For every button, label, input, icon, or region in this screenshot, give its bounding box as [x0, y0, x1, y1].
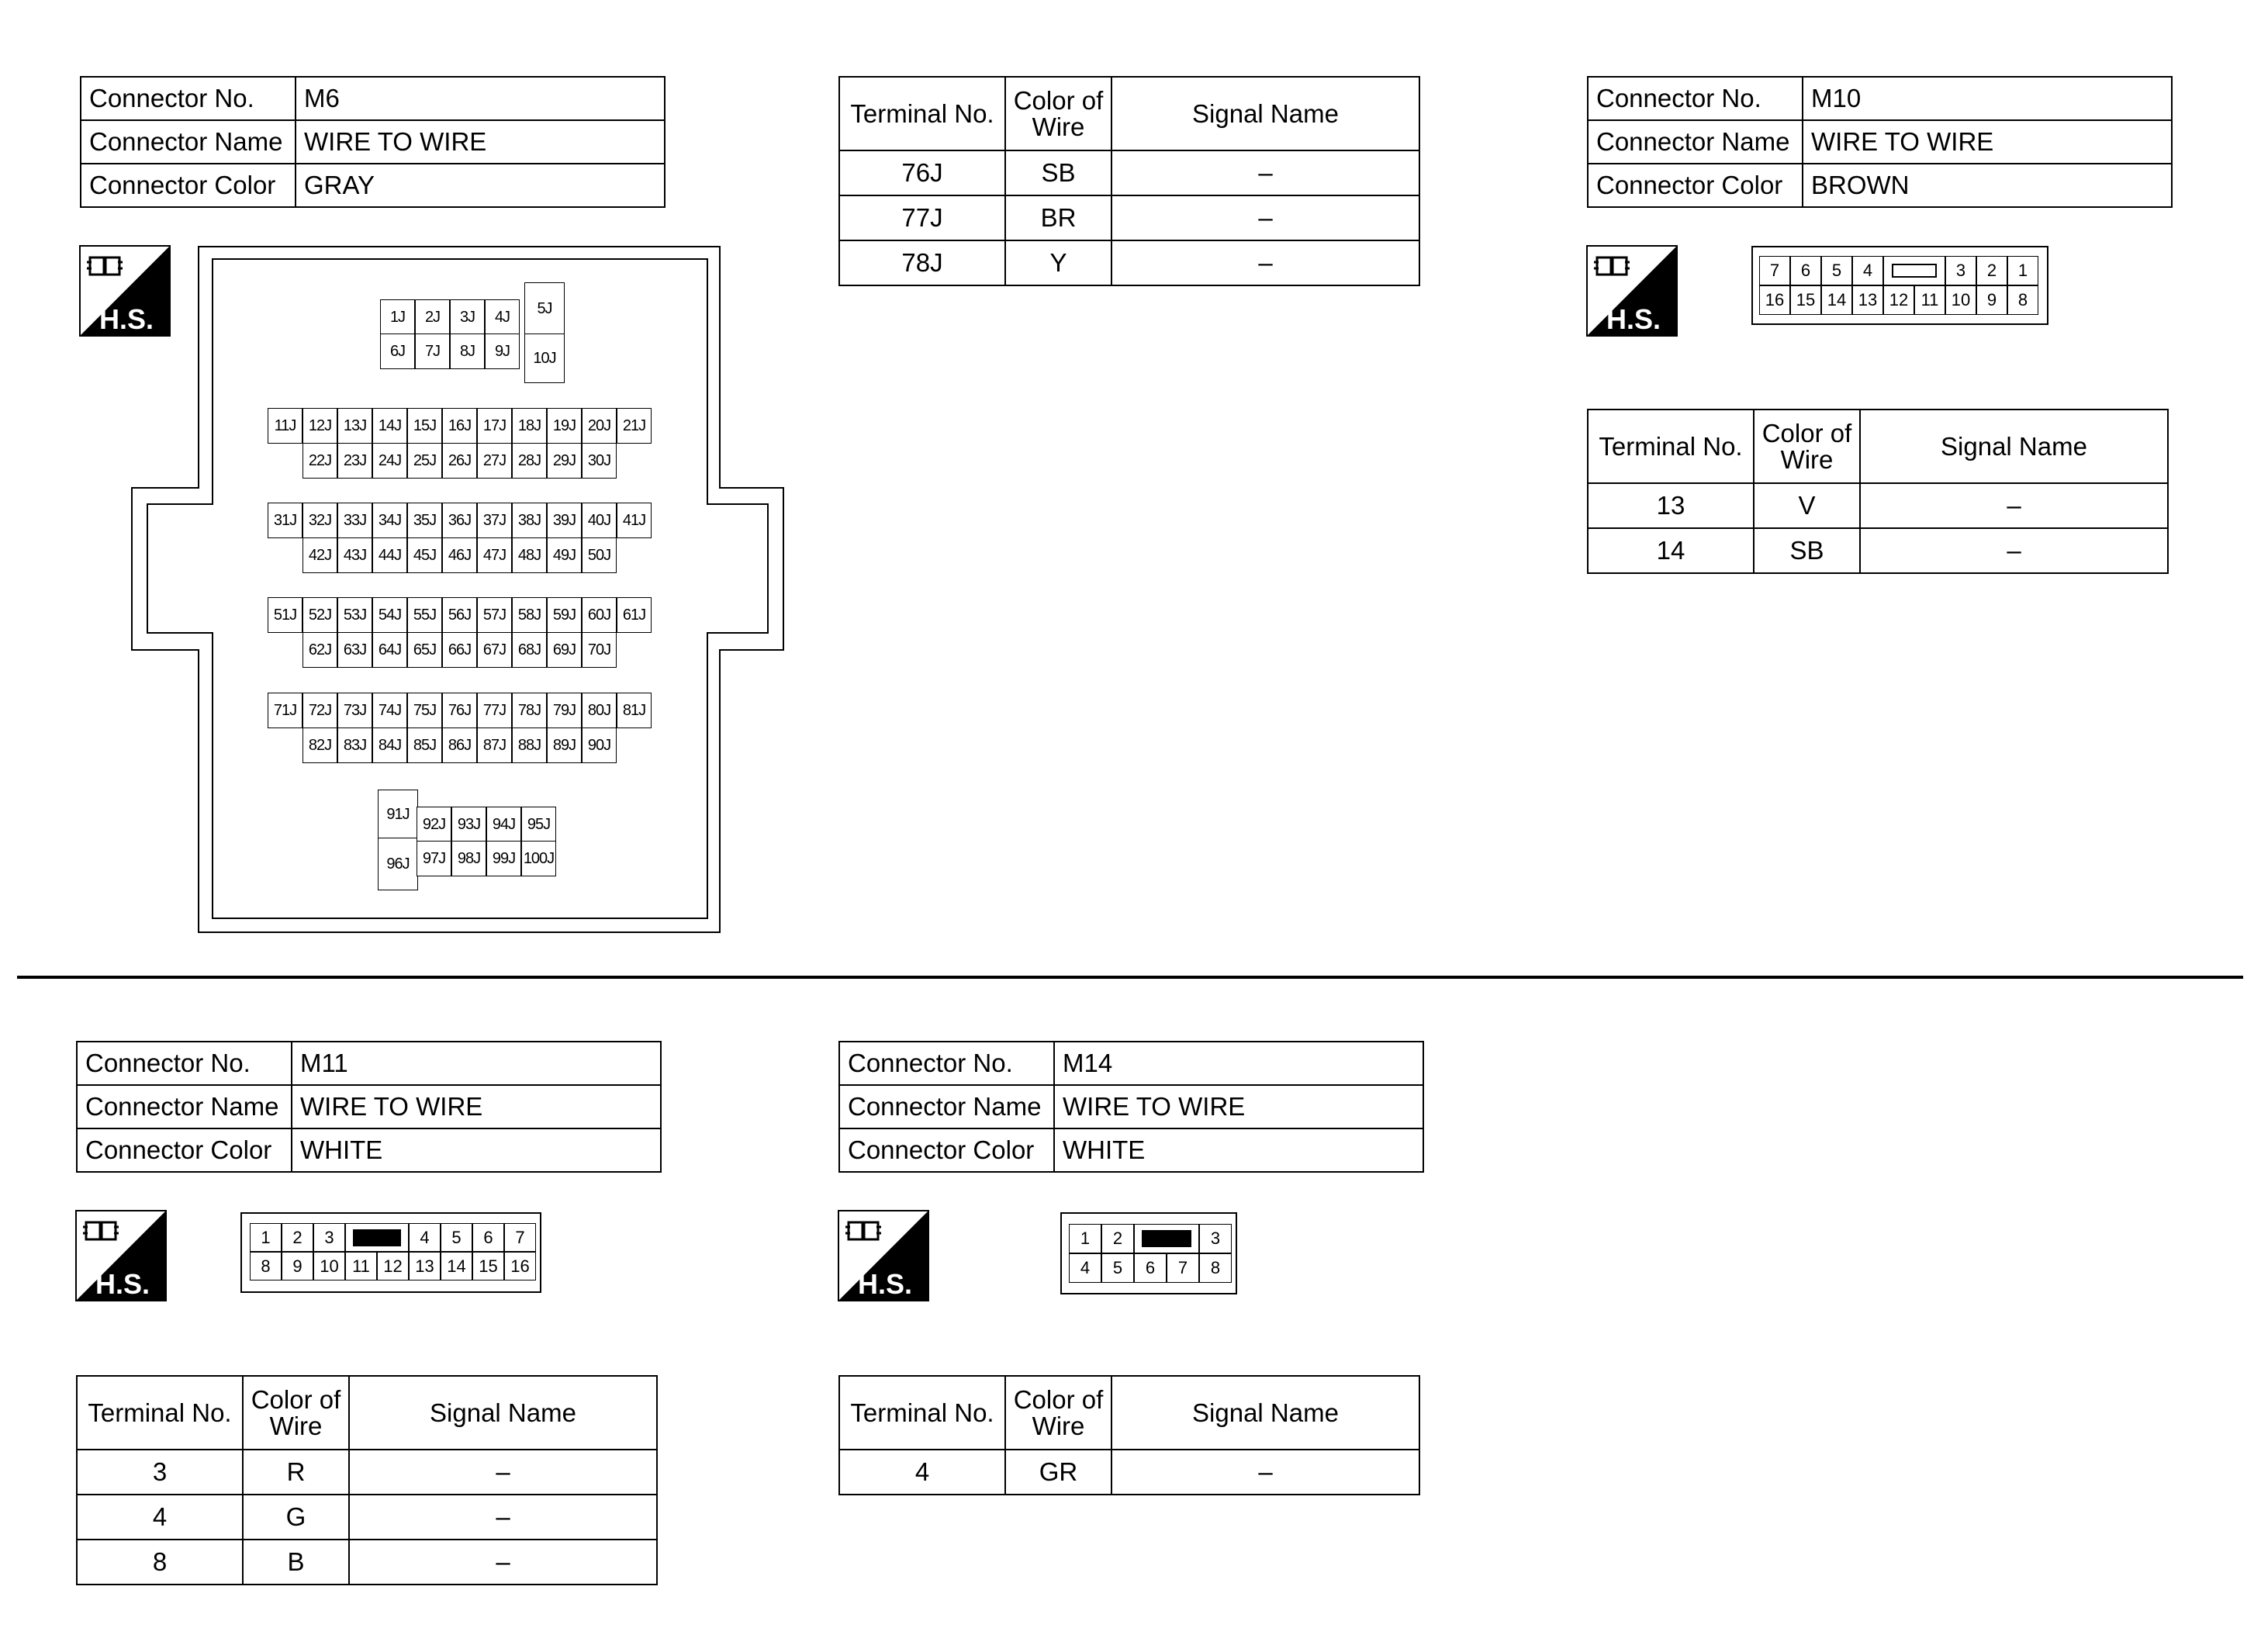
- terminal-pin: 86J: [442, 728, 477, 763]
- terminal-pin: 27J: [477, 443, 512, 479]
- terminal-pin: 94J: [486, 807, 521, 842]
- terminal-pin: 99J: [486, 841, 521, 876]
- color-of-wire-line2: Wire: [1032, 112, 1085, 141]
- terminal-pin: 75J: [407, 693, 442, 728]
- signal-name-header: Signal Name: [1111, 77, 1419, 150]
- terminal-pin: 19J: [547, 408, 582, 444]
- m14-connector-info: [838, 1041, 1424, 1173]
- wire-color-cell: SB: [1005, 150, 1111, 195]
- terminal-pin: 55J: [407, 597, 442, 633]
- terminal-no-header: Terminal No.: [839, 77, 1005, 150]
- m11-connector-info: [76, 1041, 662, 1173]
- terminal-pin: 2J: [415, 299, 450, 335]
- terminal-pin: 76J: [442, 693, 477, 728]
- terminal-pin: 52J: [303, 597, 337, 633]
- terminal-pin: 92J: [417, 807, 451, 842]
- terminal-pin: 3: [313, 1223, 345, 1252]
- terminal-pin: 6J: [380, 334, 415, 369]
- terminal-pin: 83J: [337, 728, 372, 763]
- terminal-pin: 3J: [450, 299, 485, 335]
- terminal-pin: 49J: [547, 537, 582, 573]
- signal-name-header: Signal Name: [1860, 410, 2168, 483]
- terminal-pin: 57J: [477, 597, 512, 633]
- terminal-pin: 7: [1759, 256, 1790, 285]
- terminal-pin: 5: [441, 1223, 472, 1252]
- terminal-pin: 37J: [477, 503, 512, 538]
- terminal-pin: 8: [250, 1252, 282, 1280]
- terminal-pin: 28J: [512, 443, 547, 479]
- key-slot: [345, 1223, 409, 1252]
- table-row: [77, 1540, 657, 1585]
- terminal-pin: 14J: [372, 408, 407, 444]
- color-of-wire-line2: Wire: [269, 1411, 323, 1440]
- terminal-pin: 32J: [303, 503, 337, 538]
- terminal-pin: 4J: [485, 299, 520, 335]
- key-slot: [1134, 1224, 1199, 1253]
- terminal-pin: 81J: [617, 693, 652, 728]
- terminal-pin: 84J: [372, 728, 407, 763]
- connector-name-value: WIRE TO WIRE: [1054, 1085, 1423, 1128]
- table-row: [839, 240, 1419, 285]
- terminal-pin: 36J: [442, 503, 477, 538]
- connector-name-label: Connector Name: [1588, 120, 1803, 164]
- terminal-pin: 100J: [521, 841, 556, 876]
- terminal-pin: 3: [1199, 1224, 1232, 1253]
- terminal-pin: 15: [1790, 285, 1821, 315]
- hs-label: H.S.: [95, 1268, 150, 1300]
- connector-no-label: Connector No.: [81, 77, 296, 120]
- m11-terminal-table: [76, 1375, 658, 1585]
- terminal-pin: 72J: [303, 693, 337, 728]
- terminal-no-cell: 3: [77, 1450, 243, 1495]
- terminal-pin: 2: [1976, 256, 2007, 285]
- terminal-pin: 1J: [380, 299, 415, 335]
- terminal-pin: 6: [1790, 256, 1821, 285]
- terminal-pin: 67J: [477, 632, 512, 668]
- connector-no-value: M14: [1054, 1042, 1423, 1085]
- terminal-pin: 95J: [521, 807, 556, 842]
- terminal-pin: 12: [377, 1252, 409, 1280]
- connector-name-label: Connector Name: [81, 120, 296, 164]
- wire-color-cell: B: [243, 1540, 349, 1585]
- section-divider: [17, 976, 2243, 979]
- terminal-pin: 62J: [303, 632, 337, 668]
- color-of-wire-line1: Color of: [1761, 418, 1852, 448]
- m14-terminal-table: [838, 1375, 1420, 1495]
- terminal-pin: 91J: [378, 790, 418, 839]
- terminal-no-cell: 77J: [839, 195, 1005, 240]
- terminal-pin: 4: [1069, 1253, 1101, 1283]
- terminal-pin: 74J: [372, 693, 407, 728]
- terminal-pin: 10: [1945, 285, 1976, 315]
- terminal-pin: 11: [1914, 285, 1945, 315]
- signal-name-cell: –: [1111, 1450, 1419, 1495]
- color-of-wire-header: [243, 1376, 349, 1450]
- terminal-pin: 11: [345, 1252, 377, 1280]
- terminal-pin: 8J: [450, 334, 485, 369]
- terminal-pin: 22J: [303, 443, 337, 479]
- terminal-pin: 46J: [442, 537, 477, 573]
- terminal-pin: 8: [2007, 285, 2038, 315]
- terminal-pin: 16: [1759, 285, 1790, 315]
- hs-label: H.S.: [99, 303, 154, 335]
- signal-name-cell: –: [1860, 483, 2168, 528]
- connector-color-label: Connector Color: [1588, 164, 1803, 207]
- signal-name-cell: –: [1111, 240, 1419, 285]
- connector-color-value: BROWN: [1803, 164, 2172, 207]
- terminal-pin: 14: [441, 1252, 472, 1280]
- terminal-pin: 18J: [512, 408, 547, 444]
- table-row: [839, 1450, 1419, 1495]
- terminal-pin: 17J: [477, 408, 512, 444]
- terminal-pin: 2: [282, 1223, 313, 1252]
- terminal-pin: 89J: [547, 728, 582, 763]
- terminal-pin: 48J: [512, 537, 547, 573]
- terminal-pin: 53J: [337, 597, 372, 633]
- m10-terminal-table: [1587, 409, 2169, 574]
- connector-name-label: Connector Name: [839, 1085, 1054, 1128]
- wire-color-cell: G: [243, 1495, 349, 1540]
- terminal-pin: 20J: [582, 408, 617, 444]
- signal-name-header: Signal Name: [349, 1376, 657, 1450]
- wire-color-cell: R: [243, 1450, 349, 1495]
- wire-color-cell: SB: [1754, 528, 1860, 573]
- terminal-pin: 30J: [582, 443, 617, 479]
- terminal-no-header: Terminal No.: [1588, 410, 1754, 483]
- connector-name-label: Connector Name: [77, 1085, 292, 1128]
- color-of-wire-line2: Wire: [1032, 1411, 1085, 1440]
- terminal-pin: 3: [1945, 256, 1976, 285]
- terminal-pin: 87J: [477, 728, 512, 763]
- terminal-pin: 23J: [337, 443, 372, 479]
- terminal-no-cell: 14: [1588, 528, 1754, 573]
- color-of-wire-line1: Color of: [251, 1384, 341, 1414]
- terminal-pin: 8: [1199, 1253, 1232, 1283]
- terminal-pin: 24J: [372, 443, 407, 479]
- m6-terminal-table: [838, 76, 1420, 286]
- connector-name-value: WIRE TO WIRE: [292, 1085, 661, 1128]
- terminal-pin: 31J: [268, 503, 303, 538]
- wire-color-cell: GR: [1005, 1450, 1111, 1495]
- terminal-pin: 82J: [303, 728, 337, 763]
- terminal-pin: 42J: [303, 537, 337, 573]
- terminal-pin: 25J: [407, 443, 442, 479]
- terminal-pin: 7: [504, 1223, 536, 1252]
- table-row: [839, 195, 1419, 240]
- table-row: [839, 150, 1419, 195]
- connector-no-value: M6: [296, 77, 665, 120]
- terminal-pin: 7J: [415, 334, 450, 369]
- terminal-pin: 79J: [547, 693, 582, 728]
- terminal-pin: 9: [282, 1252, 313, 1280]
- terminal-pin: 63J: [337, 632, 372, 668]
- m6-connector-info: [80, 76, 666, 208]
- terminal-pin: 12: [1883, 285, 1914, 315]
- hs-label: H.S.: [1606, 303, 1661, 335]
- terminal-no-header: Terminal No.: [77, 1376, 243, 1450]
- terminal-pin: 21J: [617, 408, 652, 444]
- terminal-pin: 80J: [582, 693, 617, 728]
- terminal-no-cell: 76J: [839, 150, 1005, 195]
- terminal-pin: 16J: [442, 408, 477, 444]
- key-slot: [1883, 256, 1945, 285]
- signal-name-cell: –: [349, 1495, 657, 1540]
- terminal-no-cell: 13: [1588, 483, 1754, 528]
- terminal-pin: 90J: [582, 728, 617, 763]
- terminal-pin: 6: [472, 1223, 504, 1252]
- connector-color-label: Connector Color: [77, 1128, 292, 1172]
- connector-name-value: WIRE TO WIRE: [296, 120, 665, 164]
- terminal-pin: 39J: [547, 503, 582, 538]
- terminal-pin: 1: [1069, 1224, 1101, 1253]
- terminal-pin: 12J: [303, 408, 337, 444]
- terminal-pin: 56J: [442, 597, 477, 633]
- signal-name-cell: –: [349, 1540, 657, 1585]
- signal-name-cell: –: [1111, 195, 1419, 240]
- terminal-pin: 47J: [477, 537, 512, 573]
- table-row: [77, 1495, 657, 1540]
- terminal-pin: 38J: [512, 503, 547, 538]
- color-of-wire-line1: Color of: [1013, 1384, 1104, 1414]
- terminal-pin: 5J: [524, 282, 565, 335]
- terminal-pin: 11J: [268, 408, 303, 444]
- terminal-pin: 35J: [407, 503, 442, 538]
- table-row: [77, 1450, 657, 1495]
- terminal-pin: 93J: [451, 807, 486, 842]
- harness-side-icon: [1586, 245, 1678, 337]
- terminal-no-header: Terminal No.: [839, 1376, 1005, 1450]
- connector-color-value: GRAY: [296, 164, 665, 207]
- terminal-pin: 65J: [407, 632, 442, 668]
- terminal-pin: 14: [1821, 285, 1852, 315]
- terminal-pin: 54J: [372, 597, 407, 633]
- terminal-no-cell: 78J: [839, 240, 1005, 285]
- terminal-pin: 73J: [337, 693, 372, 728]
- terminal-pin: 1: [2007, 256, 2038, 285]
- terminal-pin: 13J: [337, 408, 372, 444]
- terminal-pin: 58J: [512, 597, 547, 633]
- signal-name-cell: –: [1860, 528, 2168, 573]
- terminal-pin: 13: [409, 1252, 441, 1280]
- terminal-pin: 85J: [407, 728, 442, 763]
- connector-color-value: WHITE: [292, 1128, 661, 1172]
- color-of-wire-line1: Color of: [1013, 85, 1104, 115]
- terminal-pin: 51J: [268, 597, 303, 633]
- terminal-pin: 59J: [547, 597, 582, 633]
- terminal-pin: 33J: [337, 503, 372, 538]
- connector-color-label: Connector Color: [839, 1128, 1054, 1172]
- signal-name-cell: –: [349, 1450, 657, 1495]
- terminal-pin: 78J: [512, 693, 547, 728]
- terminal-no-cell: 4: [77, 1495, 243, 1540]
- terminal-pin: 15: [472, 1252, 504, 1280]
- color-of-wire-line2: Wire: [1780, 444, 1834, 474]
- terminal-pin: 16: [504, 1252, 536, 1280]
- hs-label: H.S.: [857, 1268, 912, 1300]
- harness-side-icon: [838, 1210, 929, 1301]
- terminal-pin: 4: [409, 1223, 441, 1252]
- terminal-pin: 70J: [582, 632, 617, 668]
- m10-connector-info: [1587, 76, 2173, 208]
- terminal-pin: 61J: [617, 597, 652, 633]
- terminal-pin: 26J: [442, 443, 477, 479]
- terminal-pin: 64J: [372, 632, 407, 668]
- signal-name-header: Signal Name: [1111, 1376, 1419, 1450]
- terminal-pin: 41J: [617, 503, 652, 538]
- terminal-pin: 50J: [582, 537, 617, 573]
- terminal-pin: 88J: [512, 728, 547, 763]
- signal-name-cell: –: [1111, 150, 1419, 195]
- terminal-pin: 5: [1821, 256, 1852, 285]
- terminal-pin: 45J: [407, 537, 442, 573]
- terminal-pin: 5: [1101, 1253, 1134, 1283]
- connector-color-value: WHITE: [1054, 1128, 1423, 1172]
- terminal-pin: 29J: [547, 443, 582, 479]
- terminal-pin: 15J: [407, 408, 442, 444]
- color-of-wire-header: [1754, 410, 1860, 483]
- terminal-pin: 60J: [582, 597, 617, 633]
- terminal-pin: 66J: [442, 632, 477, 668]
- terminal-pin: 69J: [547, 632, 582, 668]
- terminal-pin: 4: [1852, 256, 1883, 285]
- terminal-pin: 71J: [268, 693, 303, 728]
- terminal-pin: 7: [1167, 1253, 1199, 1283]
- terminal-pin: 98J: [451, 841, 486, 876]
- terminal-pin: 43J: [337, 537, 372, 573]
- terminal-pin: 34J: [372, 503, 407, 538]
- terminal-pin: 40J: [582, 503, 617, 538]
- connector-color-label: Connector Color: [81, 164, 296, 207]
- connector-no-label: Connector No.: [839, 1042, 1054, 1085]
- terminal-pin: 10J: [524, 334, 565, 383]
- terminal-pin: 9J: [485, 334, 520, 369]
- color-of-wire-header: [1005, 1376, 1111, 1450]
- table-row: [1588, 528, 2168, 573]
- terminal-pin: 9: [1976, 285, 2007, 315]
- connector-name-value: WIRE TO WIRE: [1803, 120, 2172, 164]
- connector-no-value: M10: [1803, 77, 2172, 120]
- terminal-pin: 68J: [512, 632, 547, 668]
- connector-no-label: Connector No.: [1588, 77, 1803, 120]
- terminal-pin: 2: [1101, 1224, 1134, 1253]
- terminal-pin: 96J: [378, 838, 418, 890]
- terminal-no-cell: 8: [77, 1540, 243, 1585]
- wire-color-cell: BR: [1005, 195, 1111, 240]
- terminal-pin: 77J: [477, 693, 512, 728]
- terminal-pin: 97J: [417, 841, 451, 876]
- harness-side-icon: [75, 1210, 167, 1301]
- terminal-pin: 6: [1134, 1253, 1167, 1283]
- wire-color-cell: Y: [1005, 240, 1111, 285]
- terminal-pin: 1: [250, 1223, 282, 1252]
- terminal-pin: 10: [313, 1252, 345, 1280]
- color-of-wire-header: [1005, 77, 1111, 150]
- wire-color-cell: V: [1754, 483, 1860, 528]
- connector-no-value: M11: [292, 1042, 661, 1085]
- terminal-pin: 13: [1852, 285, 1883, 315]
- connector-no-label: Connector No.: [77, 1042, 292, 1085]
- terminal-no-cell: 4: [839, 1450, 1005, 1495]
- table-row: [1588, 483, 2168, 528]
- terminal-pin: 44J: [372, 537, 407, 573]
